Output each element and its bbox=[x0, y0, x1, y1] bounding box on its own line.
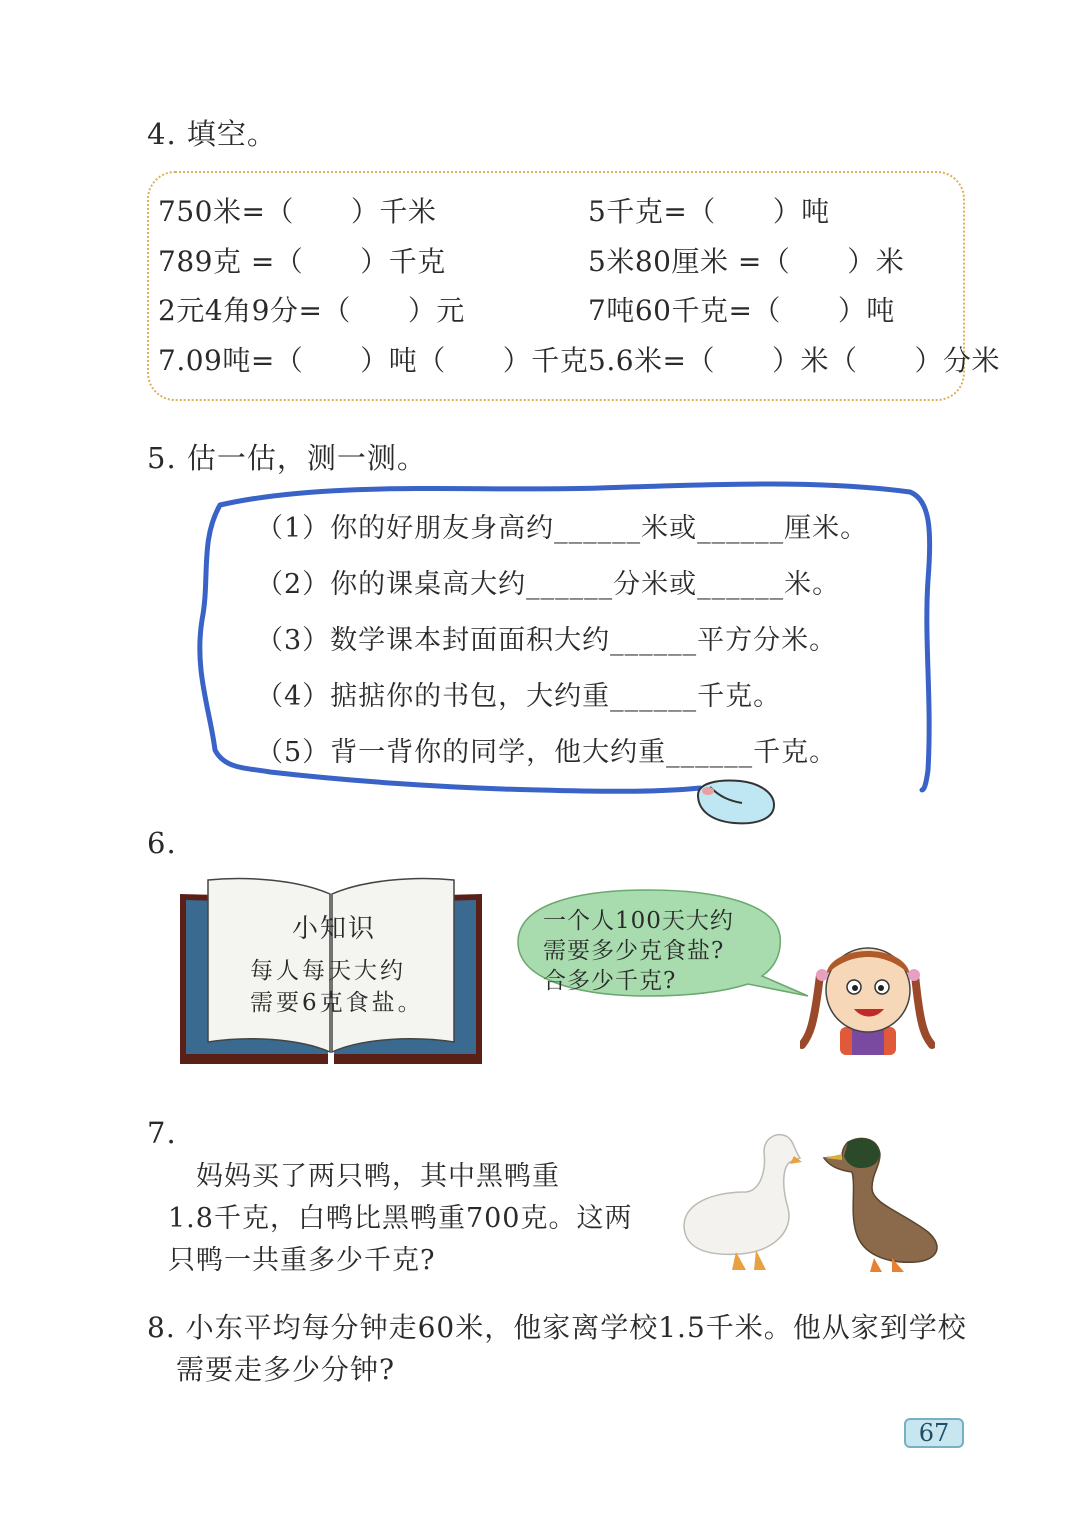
page-number: 67 bbox=[904, 1418, 964, 1448]
ducks-photo bbox=[666, 1128, 956, 1278]
q4-title: 4. 填空。 bbox=[147, 117, 277, 151]
q8-line-1: 8. 小东平均每分钟走60米，他家离学校1.5千米。他从家到学校 bbox=[147, 1311, 967, 1344]
q5-item-1: （1）你的好朋友身高约______米或______厘米。 bbox=[256, 513, 869, 544]
bubble-line-2: 需要多少克食盐? bbox=[543, 938, 725, 964]
mouse-icon bbox=[690, 775, 780, 830]
q5-item-2: （2）你的课桌高大约______分米或______米。 bbox=[256, 569, 841, 600]
q4-right-4: 5.6米=（ ）米（ ）分米 bbox=[588, 344, 1000, 377]
q4-left-2: 789克 =（ ）千克 bbox=[158, 245, 446, 278]
q5-item-3: （3）数学课本封面面积大约______平方分米。 bbox=[256, 625, 838, 656]
q5-title: 5. 估一估，测一测。 bbox=[147, 441, 427, 475]
girl-illustration bbox=[800, 935, 935, 1055]
q7-line-3: 只鸭一共重多少千克? bbox=[168, 1245, 436, 1276]
q4-left-4: 7.09吨=（ ）吨（ ）千克 bbox=[158, 344, 589, 377]
book-line-1: 每人每天大约 bbox=[250, 958, 406, 984]
q7-title: 7. bbox=[147, 1116, 177, 1150]
q5-item-5: （5）背一背你的同学，他大约重______千克。 bbox=[256, 737, 838, 768]
bubble-line-3: 合多少千克? bbox=[543, 968, 677, 994]
q4-right-1: 5千克=（ ）吨 bbox=[588, 195, 830, 228]
q7-line-1: 妈妈买了两只鸭，其中黑鸭重 bbox=[168, 1161, 560, 1192]
q7-line-2: 1.8千克，白鸭比黑鸭重700克。这两 bbox=[168, 1203, 633, 1234]
q4-left-1: 750米=（ ）千米 bbox=[158, 195, 437, 228]
book-line-2: 需要6克食盐。 bbox=[250, 990, 424, 1016]
q4-left-3: 2元4角9分=（ ）元 bbox=[158, 294, 465, 327]
q8-line-2: 需要走多少分钟? bbox=[147, 1353, 396, 1386]
q6-title: 6. bbox=[147, 826, 177, 860]
q5-item-4: （4）掂掂你的书包，大约重______千克。 bbox=[256, 681, 782, 712]
q4-right-3: 7吨60千克=（ ）吨 bbox=[588, 294, 895, 327]
bubble-line-1: 一个人100天大约 bbox=[543, 908, 734, 934]
q4-right-2: 5米80厘米 =（ ）米 bbox=[588, 245, 905, 278]
book-title: 小知识 bbox=[292, 914, 377, 944]
